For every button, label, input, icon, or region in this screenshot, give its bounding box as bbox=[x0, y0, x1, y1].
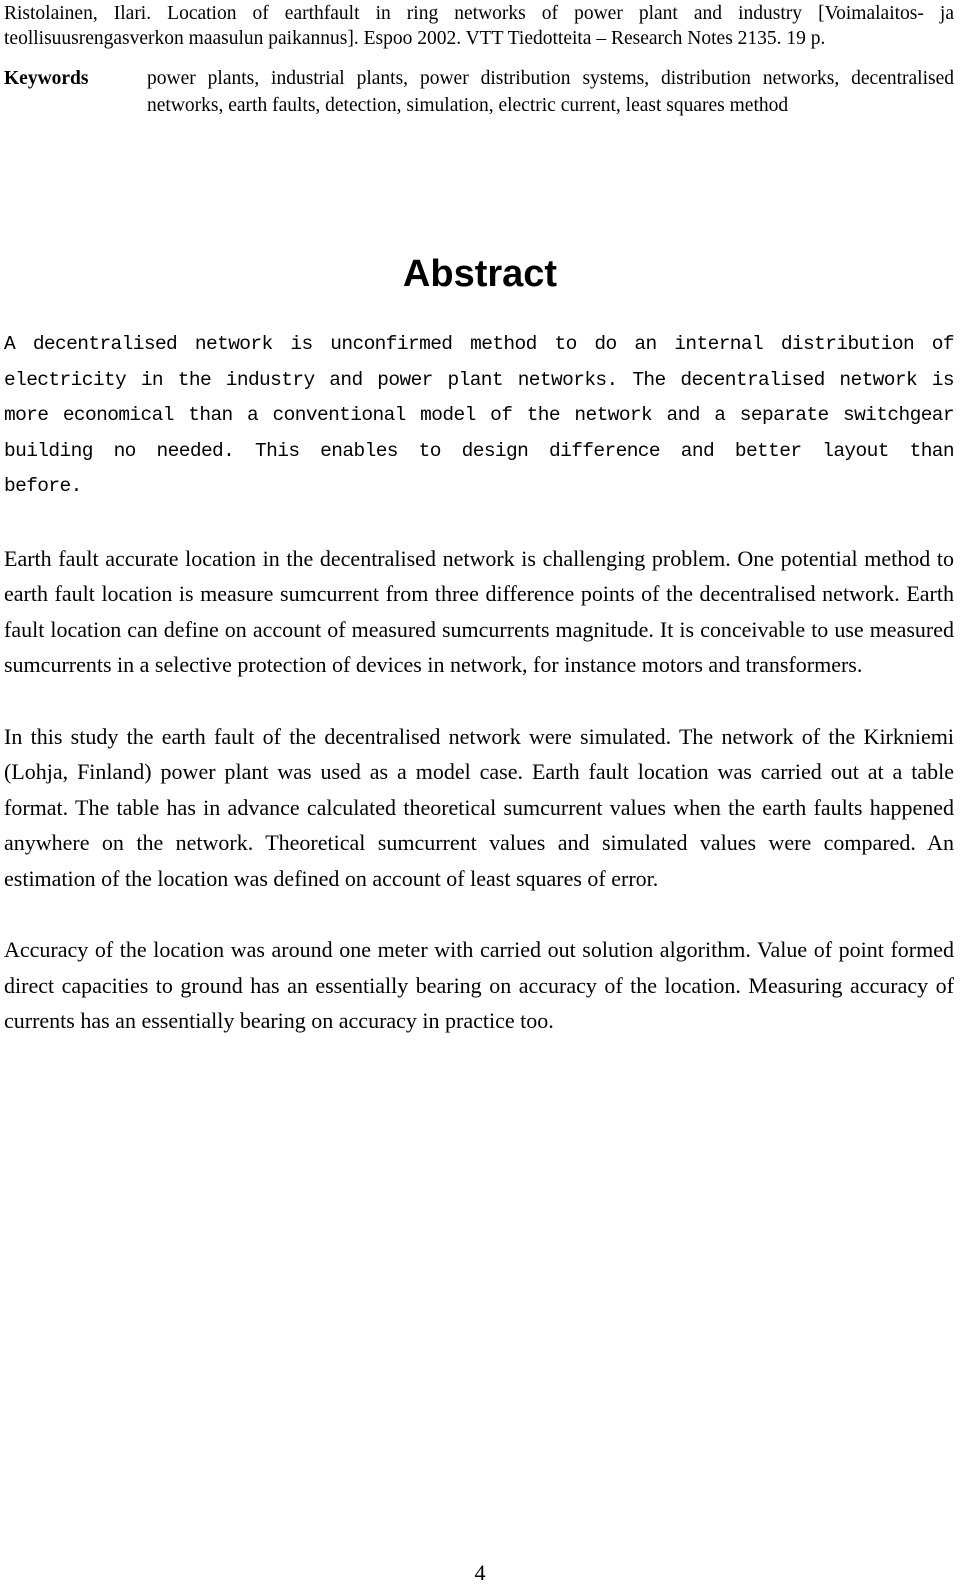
abstract-body bbox=[4, 327, 954, 1075]
keywords-label: Keywords bbox=[4, 68, 89, 89]
abstract-paragraph-2: Earth fault accurate location in the decentralised network is challenging problem. One potential method to earth fault location is measure sumcurrent from three difference points of the decentralised network. Earth fault location can define on account of measured sumcurrents magnitude. It is conceivable to use measured sumcurrents in a selective protection of devices in network, for instance motors and transformers. bbox=[4, 545, 954, 677]
abstract-heading: Abstract bbox=[402, 253, 558, 295]
bibliographic-citation: Ristolainen, Ilari. Location of earthfault in ring networks of power plant and industry [Voimalaitos- ja teollisuusrengasverkon maasulun paikannus]. Espoo 2002. VTT Tiedotteita – Research Notes 2135. 19 p. bbox=[4, 3, 954, 49]
abstract-paragraph-4: Accuracy of the location was around one meter with carried out solution algorithm. Value of point formed direct capacities to ground has an essentially bearing on accuracy of the location. Measuring accuracy of currents has an essentially bearing on accuracy in practice too. bbox=[4, 937, 954, 1033]
abstract-paragraph-3: In this study the earth fault of the decentralised network were simulated. The network of the Kirkniemi (Lohja, Finland) power plant was used as a model case. Earth fault location was carried out at a table format. The table has in advance calculated theoretical sumcurrent values when the earth faults happened anywhere on the network. Theoretical sumcurrent values and simulated values were compared. An estimation of the location was defined on account of least squares of error. bbox=[4, 723, 954, 891]
page-number: 4 bbox=[474, 1560, 486, 1585]
keywords-text: power plants, industrial plants, power distribution systems, distribution networks, decentralised networks, earth faults, detection, simulation, electric current, least squares method bbox=[147, 68, 954, 116]
abstract-paragraph-1: A decentralised network is unconfirmed method to do an internal distribution of electricity in the industry and power plant networks. The decentralised network is more economical than a conventional model of the network and a separate switchgear building no needed. This enables to design difference and better layout than before. bbox=[4, 333, 954, 497]
